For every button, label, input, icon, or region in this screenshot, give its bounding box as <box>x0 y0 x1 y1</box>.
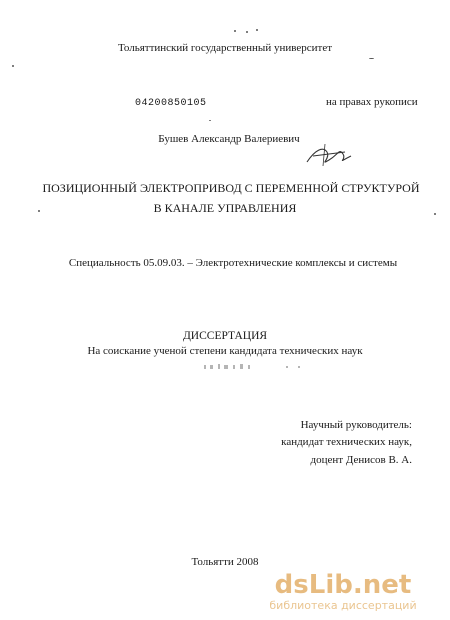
registration-number: 04200850105 <box>135 98 207 109</box>
signature-icon <box>305 140 355 170</box>
document-type: ДИССЕРТАЦИЯ <box>182 330 268 342</box>
city-year: Тольятти 2008 <box>191 556 259 568</box>
scan-speck <box>209 120 211 121</box>
dissertation-title-line1: ПОЗИЦИОННЫЙ ЭЛЕКТРОПРИВОД С ПЕРЕМЕННОЙ СТРУКТУРОЙ <box>42 181 420 195</box>
scan-speck <box>246 31 248 33</box>
supervisor-label: Научный руководитель: <box>300 419 412 431</box>
watermark-tagline: библиотека диссертаций <box>269 599 417 612</box>
watermark-site: dsLib.net <box>274 570 412 600</box>
author-name: Бушев Александр Валериевич <box>158 133 300 145</box>
scan-speck <box>38 210 40 212</box>
supervisor-degree: кандидат технических наук, <box>281 436 412 448</box>
supervisor-name: доцент Денисов В. А. <box>310 454 412 466</box>
university-name: Тольяттинский государственный университет <box>117 42 333 54</box>
manuscript-note: на правах рукописи <box>326 96 418 108</box>
watermark <box>248 571 438 612</box>
scan-speck <box>369 58 374 59</box>
scan-speck <box>256 29 258 31</box>
dissertation-title-line2: В КАНАЛЕ УПРАВЛЕНИЯ <box>153 201 297 215</box>
specialty: Специальность 05.09.03. – Электротехнические комплексы и системы <box>68 257 398 269</box>
scan-speck <box>434 213 436 215</box>
faint-stamp-icon <box>200 362 310 372</box>
scan-speck <box>234 30 236 32</box>
scan-speck <box>12 65 14 67</box>
degree-statement: На соискание ученой степени кандидата технических наук <box>87 345 363 357</box>
